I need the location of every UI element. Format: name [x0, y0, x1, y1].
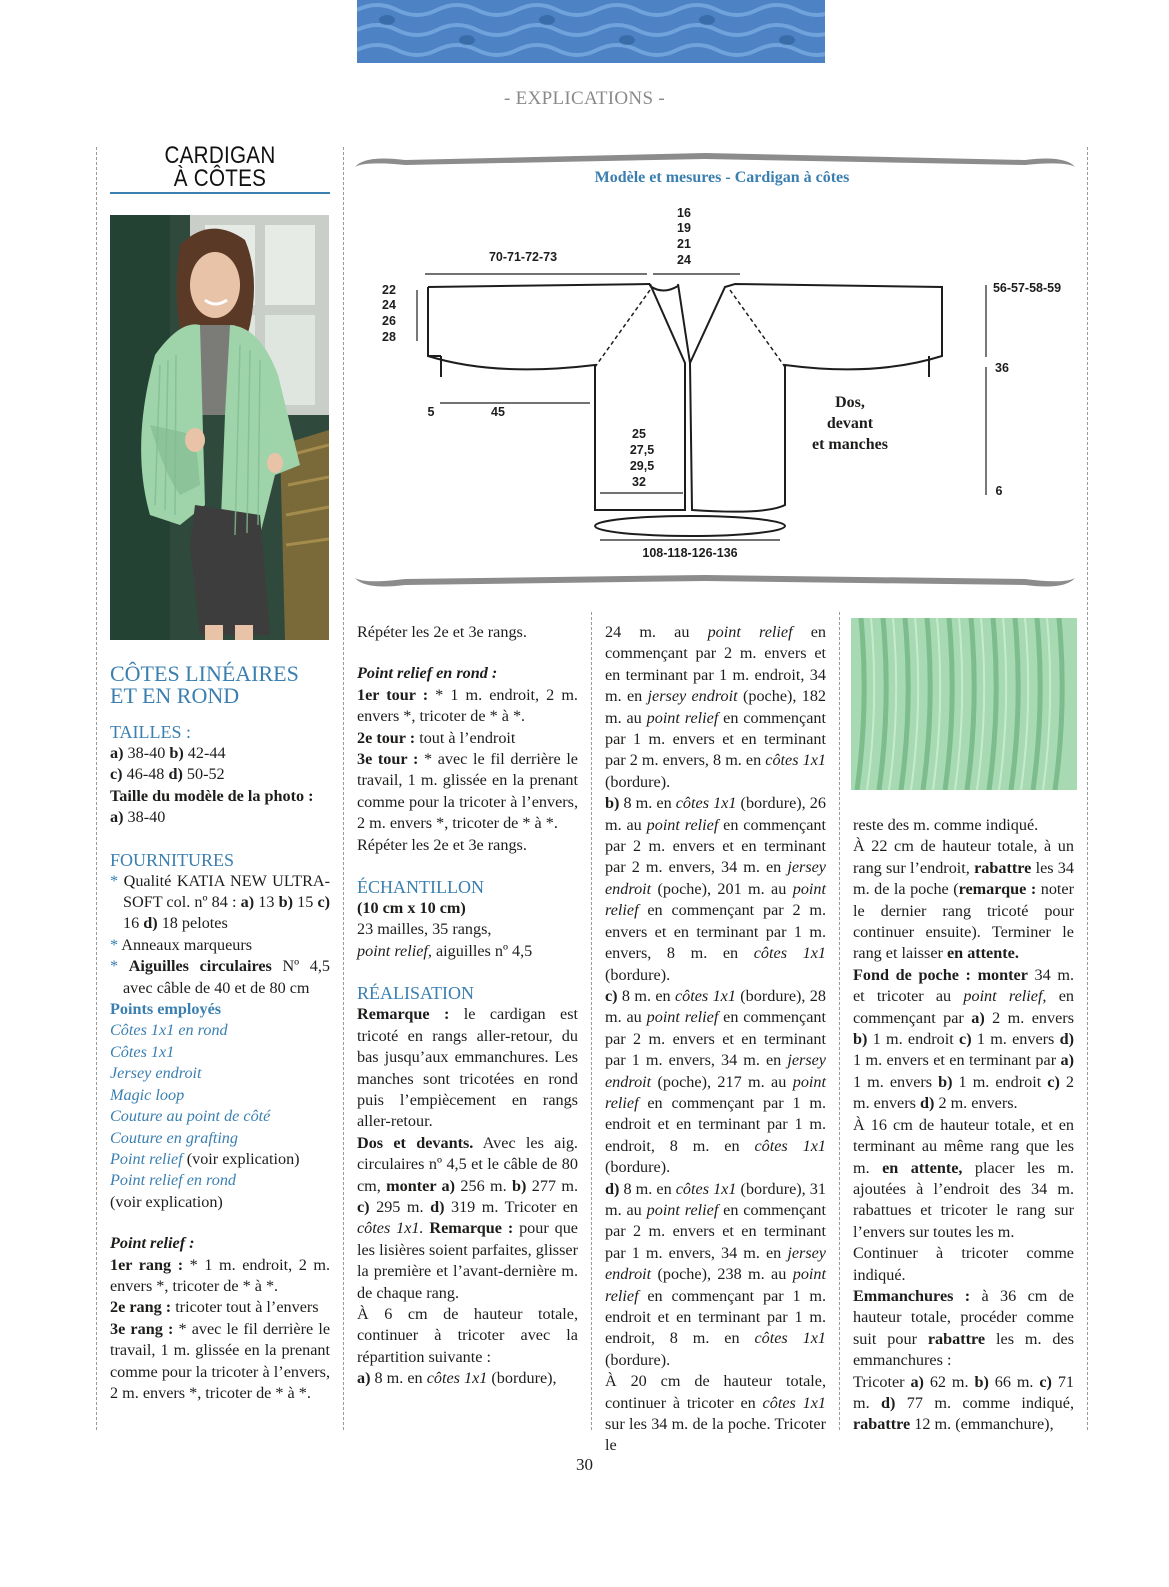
column-rule	[839, 612, 840, 1430]
photo-size-label: Taille du modèle de la photo :	[110, 786, 314, 805]
size-a-continued: 24 m. au point relief en commençant par 2 m. envers et en terminant par 1 m. endroit, 34 m. en jersey endroit (poche), 182 m. au point relief en commençant par 1 m. envers et en terminant par 2 m. envers, 8 m. en côtes 1x1 (bordure).	[605, 623, 827, 791]
label-height-6: 6	[995, 484, 1003, 498]
sixteen-cm-paragraph: À 16 cm de hauteur totale, et en terminant au même rang que les m. en attente, placer les m. ajoutées à l’endroit des 34 m. rabattues et tricoter le rang sur l’envers sur toutes les m.	[853, 1115, 1075, 1241]
column-2	[357, 622, 578, 1390]
label-front-1: 25	[632, 427, 646, 441]
column-4	[853, 815, 1074, 1436]
label-total-height: 56-57-58-59	[992, 281, 1062, 295]
label-front-4: 32	[632, 475, 646, 489]
sizes-line-1: a) 38-40 b) 42-44	[110, 744, 226, 762]
stitch-item: Point relief en rond	[110, 1171, 237, 1190]
section-heading: CÔTES LINÉAIRES ET EN ROND	[110, 661, 299, 708]
diagram-title: Modèle et mesures - Cardigan à côtes	[594, 169, 850, 186]
title-line-1: CARDIGAN	[164, 142, 276, 169]
twenty-cm-paragraph: À 20 cm de hauteur totale, continuer à tricoter en côtes 1x1 sur les 34 m. de la poche. Tricoter le	[605, 1372, 826, 1455]
stitch-item: Côtes 1x1 en rond	[110, 1021, 228, 1040]
label-neck-2: 19	[677, 221, 691, 235]
sizes-heading: TAILLES :	[110, 722, 192, 742]
row-1: 1er rang : * 1 m. endroit, 2 m. envers *, tricoter de * à *.	[110, 1255, 330, 1295]
page-number: 30	[576, 1455, 593, 1474]
knit-texture-image	[357, 0, 825, 63]
label-sleeve-45: 45	[491, 405, 505, 419]
supply-markers: * Anneaux marqueurs	[110, 935, 253, 954]
label-neck-4: 24	[677, 253, 691, 267]
back-fronts-paragraph: Dos et devants. Avec les aig. circulaires nº 4,5 et le câble de 80 cm, monter a) 256 m. b) 277 m. c) 295 m. d) 319 m. Tricoter en côtes 1x1. Remarque : pour que les lisières soient parfaites, glisser la première et l’avant-dernière m. de chaque rang.	[357, 1133, 579, 1302]
supplies-heading: FOURNITURES	[110, 849, 235, 870]
label-cuff-1: 22	[382, 283, 396, 297]
size-d-paragraph: d) 8 m. en côtes 1x1 (bordure), 31 m. au point relief en commençant par 2 m. envers et en terminant par 1 m. envers, 34 m. en jersey endroit (poche), 238 m. au point relief en commençant par 1 m. endroit et en terminant par 1 m. endroit, 8 m. en côtes 1x1 (bordure).	[605, 1179, 826, 1369]
pattern-title	[125, 144, 314, 190]
label-sleeve-length: 70-71-72-73	[488, 250, 558, 264]
repeat-note: Répéter les 2e et 3e rangs.	[357, 623, 527, 641]
header-knit-photo	[357, 0, 825, 63]
model-photo	[110, 215, 329, 640]
size-b-paragraph: b) 8 m. en côtes 1x1 (bordure), 26 m. au point relief en commençant par 2 m. envers et en terminant par 2 m. envers, 34 m. en jersey endroit (poche), 201 m. au point relief en commençant par 2 m. envers et en terminant par 1 m. envers, 8 m. en côtes 1x1 (bordure).	[605, 794, 826, 984]
gauge-heading: ÉCHANTILLON	[357, 877, 484, 898]
column-rule	[1087, 147, 1088, 1430]
column-rule	[343, 147, 344, 1430]
label-front-2: 27,5	[629, 443, 655, 457]
stitch-swatch-photo	[851, 618, 1077, 790]
point-relief-heading: Point relief :	[110, 1234, 195, 1253]
column-rule	[591, 612, 592, 1430]
label-neck-1: 16	[677, 206, 691, 220]
gauge-stitches: 23 mailles, 35 rangs,	[357, 920, 492, 939]
row-2: 2e rang : tricoter tout à l’envers	[110, 1298, 319, 1317]
round-1: 1er tour : * 1 m. endroit, 2 m. envers *, tricoter de * à *.	[357, 685, 578, 726]
gauge-size: (10 cm x 10 cm)	[357, 899, 466, 918]
label-height-36: 36	[995, 361, 1009, 375]
round-3: 3e tour : * avec le fil derrière le travail, 1 m. glissée en la prenant comme pour la tricoter à l’envers, 2 m. envers *, tricoter de * à *.	[357, 750, 578, 833]
column-1	[110, 663, 330, 1404]
size-c-paragraph: c) 8 m. en côtes 1x1 (bordure), 28 m. au point relief en commençant par 2 m. envers et en terminant par 1 m. envers, 34 m. en jersey endroit (poche), 217 m. au point relief en commençant par 1 m. endroit et en terminant par 1 m. endroit, 8 m. en côtes 1x1 (bordure).	[605, 986, 826, 1177]
gauge-needles: point relief, aiguilles nº 4,5	[357, 941, 533, 960]
title-line-2: À CÔTES	[173, 165, 267, 192]
stitch-item: Couture en grafting	[110, 1128, 238, 1147]
stitch-item: Côtes 1x1	[110, 1042, 175, 1061]
remark-paragraph: Remarque : le cardigan est tricoté en rangs aller-retour, du bas jusqu’aux emmanchures. Les manches sont tricotées en rond puis l’empiècement en rangs aller-retour.	[357, 1005, 579, 1131]
armholes-paragraph: Emmanchures : à 36 cm de hauteur totale, procéder comme suit pour rabattre les m. des emmanchures :	[853, 1286, 1075, 1370]
label-cuff-3: 26	[382, 314, 396, 328]
label-piece-2: devant	[826, 415, 874, 432]
photo-size-value: a) 38-40	[110, 808, 166, 827]
label-cuff-2: 24	[382, 298, 396, 312]
rest-line: reste des m. comme indiqué.	[853, 816, 1039, 834]
knit-sizes-paragraph: Tricoter a) 62 m. b) 66 m. c) 71 m. d) 77 m. comme indiqué, rabattre 12 m. (emmanchure),	[853, 1372, 1074, 1434]
label-piece-3: et manches	[812, 436, 888, 453]
measurement-diagram	[345, 145, 1085, 590]
column-3	[605, 622, 826, 1457]
label-cuff-5: 5	[427, 405, 435, 419]
point-relief-round-heading: Point relief en rond :	[357, 664, 498, 683]
column-rule	[96, 147, 97, 1430]
supply-needles: * Aiguilles circulaires Nº 4,5 avec câble de 40 et de 80 cm	[110, 957, 330, 997]
stitch-item: Couture au point de côté	[110, 1107, 271, 1126]
six-cm-paragraph: À 6 cm de hauteur totale, continuer à tricoter avec la répartition suivante :	[357, 1304, 578, 1366]
section-header: - EXPLICATIONS -	[503, 88, 665, 109]
label-hem: 108-118-126-136	[642, 546, 738, 560]
continue-paragraph: Continuer à tricoter comme indiqué.	[853, 1244, 1074, 1284]
supply-yarn: * Qualité KATIA NEW ULTRA-SOFT col. nº 84 : a) 13 b) 15 c) 16 d) 18 pelotes	[110, 871, 331, 933]
round-2: 2e tour : tout à l’endroit	[357, 728, 516, 747]
repeat-note: Répéter les 2e et 3e rangs.	[357, 835, 527, 854]
stitches-heading: Points employés	[110, 1000, 222, 1019]
label-cuff-4: 28	[382, 330, 396, 344]
label-piece-1: Dos,	[835, 394, 865, 411]
stitch-item-note: (voir explication)	[110, 1192, 223, 1211]
stitch-item: Jersey endroit	[110, 1064, 202, 1083]
pocket-lining-paragraph: Fond de poche : monter 34 m. et tricoter au point relief, en commençant par a) 2 m. envers b) 1 m. endroit c) 1 m. envers d) 1 m. envers et en terminant par a) 1 m. envers b) 1 m. endroit c) 2 m. envers d) 2 m. envers.	[853, 965, 1074, 1113]
sizes-line-2: c) 46-48 d) 50-52	[110, 765, 225, 784]
title-underline	[110, 192, 330, 194]
label-front-3: 29,5	[629, 459, 655, 473]
row-3: 3e rang : * avec le fil derrière le travail, 1 m. glissée en la prenant comme pour la tricoter à l’envers, 2 m. envers *, tricoter de * à *.	[110, 1319, 331, 1402]
stitch-item: Magic loop	[110, 1085, 185, 1104]
realisation-heading: RÉALISATION	[357, 983, 474, 1004]
twenty-two-cm-paragraph: À 22 cm de hauteur totale, à un rang sur l’endroit, rabattre les 34 m. de la poche (remarque : noter le dernier rang tricoté pour continuer ensuite). Terminer le rang et laisser en attente.	[853, 837, 1074, 963]
stitch-item: Point relief (voir explication)	[110, 1149, 300, 1168]
size-a-start: a) 8 m. en côtes 1x1 (bordure),	[357, 1369, 557, 1388]
label-neck-3: 21	[677, 237, 691, 251]
